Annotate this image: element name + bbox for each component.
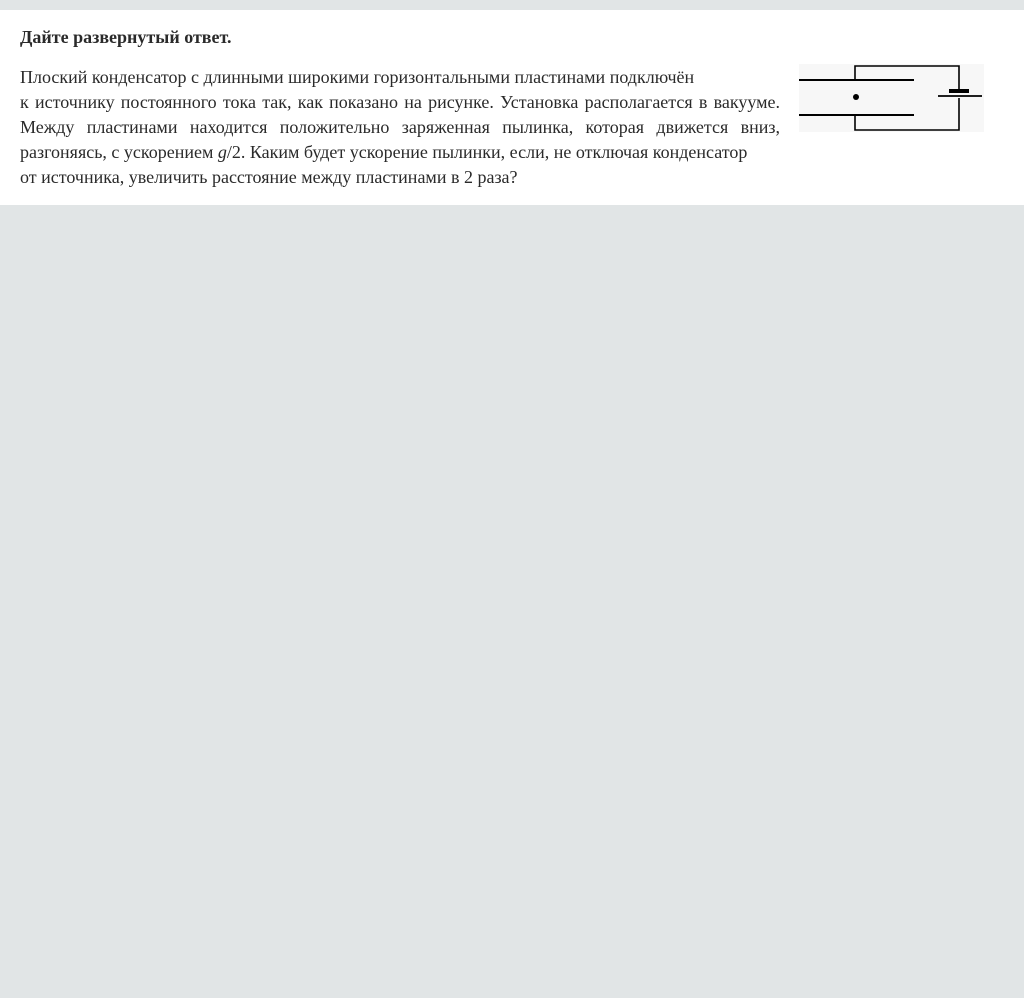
- task-header: Дайте развернутый ответ.: [20, 27, 232, 47]
- task-text-line-4-end: /2. Каким будет ускорение пылинки, если, не отключая конденсатор: [226, 142, 748, 162]
- capacitor-battery-circuit-icon: [799, 64, 984, 132]
- dust-particle: [853, 94, 859, 100]
- task-text-line-4-start: разгоняясь, с ускорением: [20, 142, 218, 162]
- task-text-line-1: Плоский конденсатор с длинными широкими горизонтальными пластинами подключён: [20, 67, 695, 87]
- task-text-line-5: от источника, увеличить расстояние между пластинами в 2 раза?: [20, 167, 518, 187]
- task-card: [0, 10, 1024, 205]
- task-text-line-2: к источнику постоянного тока так, как показано на рисунке. Установка располагается в вакууме.: [20, 92, 780, 112]
- circuit-diagram: [799, 64, 984, 132]
- task-text-line-4: [20, 140, 780, 165]
- acceleration-variable-g: g: [217, 142, 227, 162]
- task-text: [20, 65, 780, 190]
- task-text-line-3: Между пластинами находится положительно заряженная пылинка, которая движется вниз,: [20, 117, 780, 137]
